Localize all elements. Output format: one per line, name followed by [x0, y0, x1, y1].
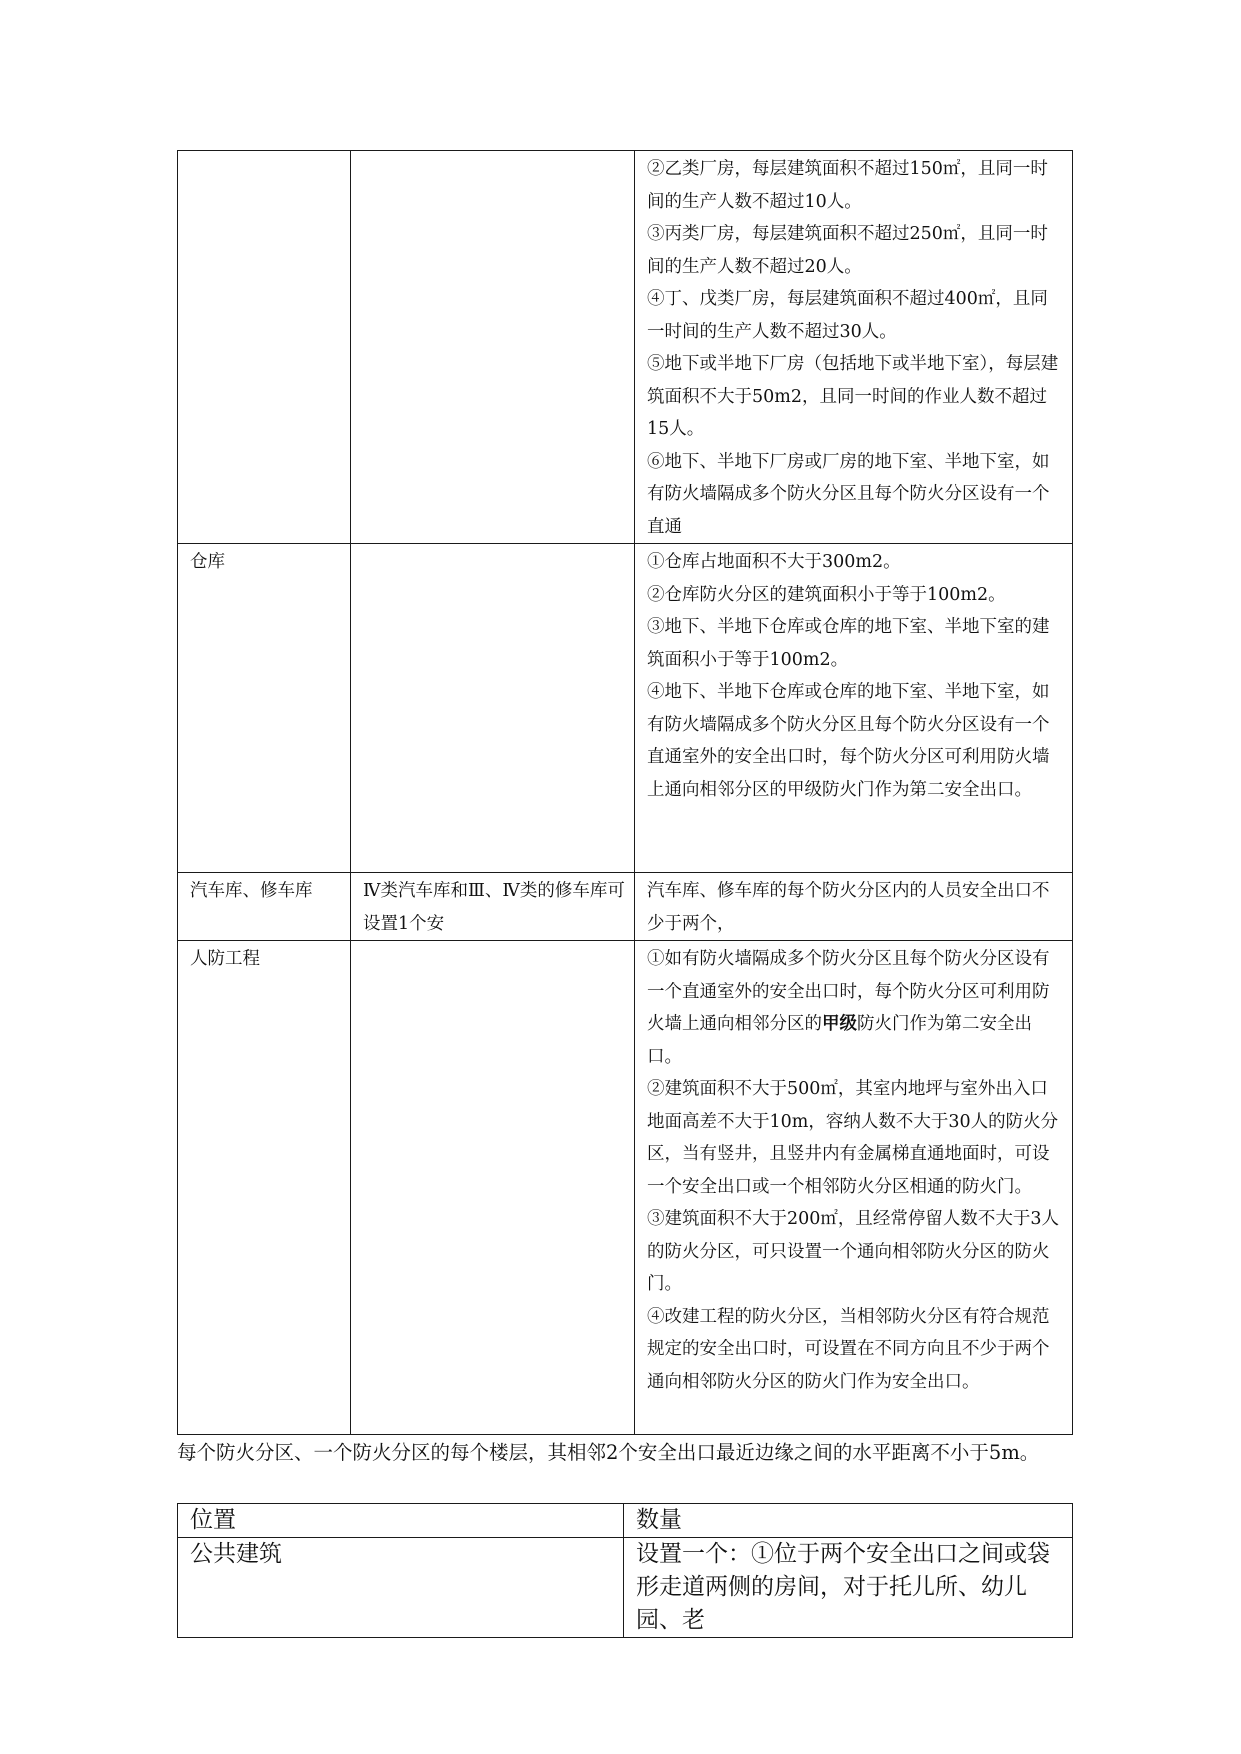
table-row-public-building: [178, 1538, 1073, 1638]
requirement-item: ③地下、半地下仓库或仓库的地下室、半地下室的建筑面积小于等于100m2。: [647, 617, 1050, 670]
cell-requirements: [635, 151, 1073, 544]
header-location: 位置: [178, 1504, 624, 1538]
cell-condition: Ⅳ类汽车库和Ⅲ、Ⅳ类的修车库可设置1个安: [351, 873, 635, 941]
cell-requirements: [635, 873, 1073, 941]
table-header-row: [178, 1504, 1073, 1538]
requirement-item: ④改建工程的防火分区，当相邻防火分区有符合规范规定的安全出口时，可设置在不同方向且不少于两个通向相邻防火分区的防火门作为安全出口。: [647, 1306, 1050, 1392]
requirement-item: 汽车库、修车库的每个防火分区内的人员安全出口不少于两个，: [647, 881, 1050, 934]
table-row-warehouse: [178, 544, 1073, 873]
cell-condition: [351, 544, 635, 873]
requirement-item: [647, 943, 1064, 1073]
exit-distance-note: 每个防火分区、一个防火分区的每个楼层，其相邻2个安全出口最近边缘之间的水平距离不小于5m。: [177, 1441, 1040, 1464]
cell-category: 人防工程: [178, 941, 351, 1435]
table-row-continuation: [178, 151, 1073, 544]
requirement-item: ⑤地下或半地下厂房（包括地下或半地下室），每层建筑面积不大于50m2，且同一时间的作业人数不超过15人。: [647, 354, 1059, 439]
requirement-emphasis: 甲级: [822, 1014, 857, 1034]
exit-count-table: [177, 1503, 1073, 1638]
requirement-item: ①仓库占地面积不大于300m2。: [647, 552, 901, 572]
cell-condition: [351, 151, 635, 544]
cell-quantity: 设置一个：①位于两个安全出口之间或袋形走道两侧的房间，对于托儿所、幼儿园、老: [624, 1538, 1073, 1638]
cell-location: 公共建筑: [178, 1538, 624, 1638]
requirement-item: ⑥地下、半地下厂房或厂房的地下室、半地下室，如有防火墙隔成多个防火分区且每个防火分区设有一个直通: [647, 451, 1050, 537]
header-quantity: 数量: [624, 1504, 1073, 1538]
table-row-garage: [178, 873, 1073, 941]
cell-requirements: [635, 544, 1073, 873]
requirement-item: ④地下、半地下仓库或仓库的地下室、半地下室，如有防火墙隔成多个防火分区且每个防火分区设有一个直通室外的安全出口时，每个防火分区可利用防火墙上通向相邻分区的甲级防火门作为第二安全出口。: [647, 682, 1050, 800]
requirement-item: ②乙类厂房，每层建筑面积不超过150㎡，且同一时间的生产人数不超过10人。: [647, 159, 1048, 212]
requirement-item: ②建筑面积不大于500㎡，其室内地坪与室外出入口地面高差不大于10m，容纳人数不大于30人的防火分区，当有竖井，且竖井内有金属梯直通地面时，可设一个安全出口或一个相邻防火分区相通的防火门。: [647, 1079, 1059, 1197]
table-row-civil-defense: [178, 941, 1073, 1435]
requirements-table: [177, 150, 1073, 1435]
cell-category: 汽车库、修车库: [178, 873, 351, 941]
requirement-item: ③建筑面积不大于200㎡，且经常停留人数不大于3人的防火分区，可只设置一个通向相邻防火分区的防火门。: [647, 1209, 1060, 1294]
cell-category: [178, 151, 351, 544]
requirement-text: ①如有防火墙隔成多个防火分区且每个防火分区设有一个直通室外的安全出口时，每个防火分区可利用防火墙上通向相邻分区的: [647, 949, 1050, 1034]
requirement-item: ②仓库防火分区的建筑面积小于等于100m2。: [647, 584, 1006, 605]
cell-requirements: [635, 941, 1073, 1435]
cell-condition: [351, 941, 635, 1435]
cell-category: 仓库: [178, 544, 351, 873]
requirement-item: ③丙类厂房，每层建筑面积不超过250㎡，且同一时间的生产人数不超过20人。: [647, 224, 1048, 277]
requirement-text: 防火门作为第二安全出口。: [647, 1014, 1032, 1067]
requirement-item: ④丁、戊类厂房，每层建筑面积不超过400㎡，且同一时间的生产人数不超过30人。: [647, 289, 1048, 342]
